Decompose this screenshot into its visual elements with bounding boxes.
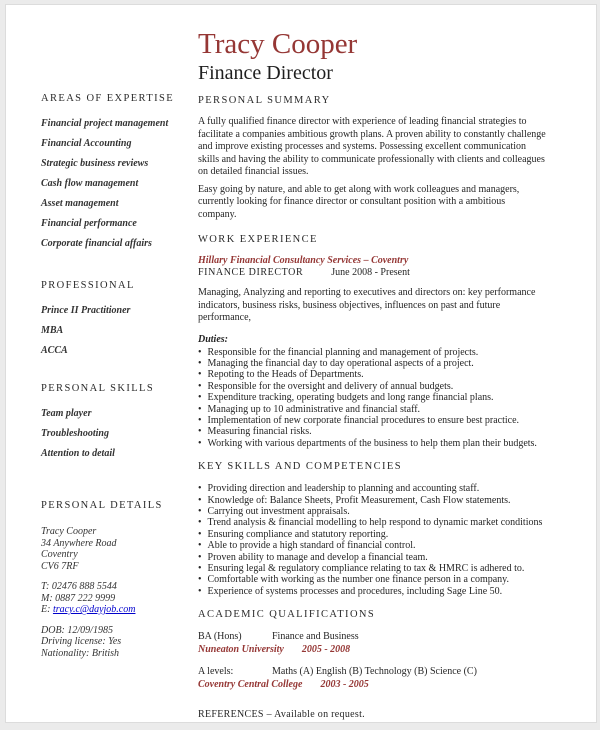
key-skill-item: • Ensuring compliance and statutory reporting. [198,529,546,540]
duties-label: Duties: [198,333,228,345]
personal-skills-list [41,407,182,460]
duties-list [198,347,546,450]
section-title-personal-skills: PERSONAL SKILLS [41,383,155,394]
role-title: FINANCE DIRECTOR [198,267,304,278]
degree-subject: Finance and Business [272,631,359,643]
degree-name: A levels: [198,666,234,678]
driving-license-line: Driving license: Yes [41,636,122,647]
expertise-item: Financial Accounting [41,138,132,149]
email-label: E: [41,604,51,615]
section-title-work-experience: WORK EXPERIENCE [198,234,318,245]
qualification [198,631,546,656]
degree-subject: Maths (A) English (B) Technology (B) Science (C) [272,666,477,678]
expertise-item: Cash flow management [41,178,139,189]
duty-item: • Managing the financial day to day operational aspects of a project. [198,358,546,369]
skill-item: Team player [41,408,92,419]
resume-columns [6,5,596,722]
qualification-degree-line [198,666,546,679]
duty-item: • Repoting to the Heads of Departments. [198,369,546,380]
professional-list [41,304,182,357]
key-skill-item: • Trend analysis & financial modelling to help respond to dynamic market conditions [198,517,546,528]
address-line: CV6 7RF [41,560,79,572]
key-skills-list [198,483,546,597]
school-name: Nuneaton University [198,643,284,655]
nationality-line: Nationality: British [41,647,120,659]
key-skill-item: • Knowledge of: Balance Sheets, Profit Measurement, Cash Flow statements. [198,495,546,506]
school-dates: 2003 - 2005 [320,678,369,690]
employment-dates: June 2008 - Present [331,267,410,278]
duty-item: • Responsible for the oversight and delivery of annual budgets. [198,381,546,392]
role-line [198,267,546,279]
qualification-degree-line [198,631,546,644]
phone-mobile: M: 0887 222 9999 [41,592,116,604]
key-skill-item: • Carrying out investment appraisals. [198,506,546,517]
misc-details-block [41,625,182,660]
phone-telephone: T: 02476 888 5544 [41,581,117,592]
areas-of-expertise-list [41,117,182,250]
school-name: Coventry Central College [198,678,303,690]
email-link[interactable]: tracy.c@dayjob.com [52,604,136,615]
qualification [198,666,546,691]
school-dates: 2005 - 2008 [301,643,351,655]
duty-item: • Working with various departments of the business to help them plan their budgets. [198,438,546,449]
resume-page [5,4,597,723]
duty-item: • Measuring financial risks. [198,426,546,437]
work-experience-intro: Managing, Analyzing and reporting to executives and directors on: key performance indicators, business risks, business objectives, influences on past and future performance, [198,287,536,323]
duty-item: • Responsible for the financial planning and management of projects. [198,347,546,358]
section-title-areas-of-expertise: AREAS OF EXPERTISE [41,93,175,104]
key-skill-item: • Proven ability to manage and develop a financial team. [198,552,546,563]
address-line: Tracy Cooper [41,526,97,537]
key-skill-item: • Ensuring legal & regulatory compliance relating to tax & HMRC is adhered to. [198,563,546,574]
section-title-academic-qualifications: ACADEMIC QUALIFICATIONS [198,609,376,621]
candidate-job-title: Finance Director [198,62,333,84]
sidebar [6,5,188,722]
duty-item: • Implementation of new corporate financial procedures to ensure best practice. [198,415,546,426]
professional-item: Prince II Practitioner [41,305,131,316]
expertise-item: Corporate financial affairs [41,238,152,249]
candidate-name: Tracy Cooper [198,28,358,60]
expertise-item: Strategic business reviews [41,158,149,169]
summary-paragraph: Easy going by nature, and able to get along with work colleagues and managers, currently looking for finance director or consultant position with a ambitious company. [198,183,520,220]
expertise-item: Financial project management [41,118,169,129]
email-line [41,604,182,616]
section-title-personal-details: PERSONAL DETAILS [41,500,163,511]
summary-paragraph: A fully qualified finance director with experience of leading financial strategies to facilitate a companies ambitious growth plans. A proven ability to constantly challenge and improve existing processes and systems. Possessing excellent communication skills and having the ability to communicate professionally with clients and colleagues on detailed financial issues. [198,116,546,177]
employer-name: Hillary Financial Consultancy Services – Coventry [198,255,409,266]
references-line: REFERENCES – Available on request. [198,709,365,721]
skill-item: Attention to detail [41,448,115,459]
section-title-professional: PROFESSIONAL [41,280,135,291]
qualification-school-line [198,644,546,657]
section-title-personal-summary: PERSONAL SUMMARY [198,95,331,106]
key-skill-item: • Comfortable with working as the number one finance person in a company. [198,574,546,585]
key-skill-item: • Providing direction and leadership to planning and accounting staff. [198,483,546,494]
degree-name: BA (Hons) [198,631,242,643]
key-skill-item: • Experience of systems processes and procedures, including Sage Line 50. [198,586,546,597]
skill-item: Troubleshooting [41,428,109,439]
contact-block [41,581,182,616]
key-skill-item: • Able to provide a high standard of financial control. [198,540,546,551]
section-title-key-skills: KEY SKILLS AND COMPETENCIES [198,461,402,473]
expertise-item: Financial performance [41,218,137,229]
professional-item: MBA [41,325,64,336]
expertise-item: Asset management [41,198,119,209]
main-column [188,5,560,722]
dob-line: DOB: 12/09/1985 [41,624,113,636]
duty-item: • Managing up to 10 administrative and financial staff. [198,404,546,415]
professional-item: ACCA [41,345,68,356]
duty-item: • Expenditure tracking, operating budgets and long range financial plans. [198,392,546,403]
address-line: Coventry [41,549,78,560]
qualification-school-line [198,679,546,692]
address-line: 34 Anywhere Road [41,537,117,549]
address-block [41,526,182,572]
